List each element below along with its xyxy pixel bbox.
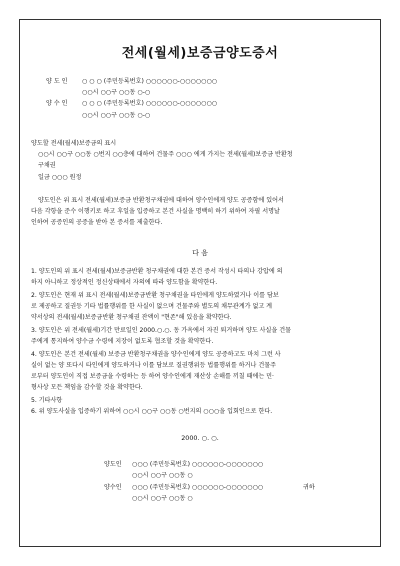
assignor-id-line: ○ ○ ○ (주민등록번호) ○○○○○○-○○○○○○○ <box>82 78 218 85</box>
item-line: 2. 양도인은 현재 위 표시 전세(월세)보증금반환 청구채권을 타인에게 양도하였거나 이를 담보 <box>31 292 279 299</box>
item-line: 3. 양도인은 위 전세(월세)기간 만료일인 2000.○.○. 동 가옥에서 자진 퇴거하며 양도 사실을 건물 <box>31 327 292 334</box>
claim-description-line-1: ○○시 ○○구 ○○동 ○번지 ○○층에 대하여 건물주 ○○○ 에게 가지는 전세(월세)보증금 반환청 <box>38 151 293 158</box>
assignee-id-line: ○ ○ ○ (주민등록번호) ○○○○○○-○○○○○○○ <box>82 100 218 107</box>
assignor-address: ○○시 ○○구 ○○동 ○-○ <box>82 89 151 96</box>
item-line: 4. 양도인은 본건 전세(월세) 보증금 반환청구채권을 양수인에게 양도 공증하고도 마치 그런 사 <box>31 351 281 358</box>
item-line: 약서상의 전세(월세)보증금반환 청구채권 잔액이 "현존"해 있음을 확약한다. <box>31 314 232 321</box>
assignee-label: 양 수 인 <box>46 100 68 107</box>
claim-description-line-2: 구채권 <box>38 162 56 169</box>
signature-addressee-suffix: 귀하 <box>303 484 315 491</box>
signature-assignor-id: ○○○ (주민등록번호) ○○○○○○-○○○○○○○ <box>132 461 264 468</box>
assignor-label: 양 도 인 <box>46 78 68 85</box>
item-line: 하지 아니하고 정상적인 정신상태에서 자의에 따라 양도함을 확약한다. <box>31 279 218 286</box>
item-line: 주에게 통지하여 양수금 수령에 지장이 없도록 협조할 것을 확약한다. <box>31 338 214 345</box>
item-line: 6. 위 양도사실을 입증하기 위하여 ○○시 ○○구 ○○동 ○번지의 ○○○을 입회인으로 한다. <box>31 408 273 415</box>
signature-assignee-address: ○○시 ○○구 ○○동 ○ <box>132 495 193 502</box>
intro-line-2: 다음 각항을 준수 이행키로 하고 후일을 입증하고 본건 사실을 명백히 하기 위하여 자필 서명날 <box>31 208 280 215</box>
item-line: 1. 양도인의 위 표시 전세(월세)보증금반환 청구채권에 대한 본건 증서 작성시 타의나 강압에 의 <box>31 268 283 275</box>
item-line: 로부터 양도인이 직접 보증금을 수령하는 등 하여 양수인에게 재산상 손해를 끼칠 때에는 민· <box>31 373 274 380</box>
assignee-address: ○○시 ○○구 ○○동 ○-○ <box>82 112 151 119</box>
claim-amount: 일금 ○○○ 원정 <box>38 174 82 181</box>
document-title: 전세(월세)보증금양도증서 <box>121 46 279 61</box>
signature-assignor-address: ○○시 ○○구 ○○동 ○ <box>132 472 193 479</box>
item-line: 로 제공하고 질권등 기타 법률행위를 한 사실이 없으며 건물주와 별도의 채무관계가 없고 계 <box>31 303 273 310</box>
intro-line-3: 인하여 공증인의 공증을 받아 본 증서를 제출한다. <box>31 219 163 226</box>
document-date: 2000. ○. ○. <box>181 434 219 442</box>
intro-line-1: 양도인은 위 표시 전세(월세)보증금 반환청구채권에 대하여 양수인에게 양도 공증함에 있어서 <box>38 197 284 204</box>
signature-assignee-id: ○○○ (주민등록번호) ○○○○○○-○○○○○○○ <box>132 484 264 491</box>
signature-assignee-label: 양수인 <box>104 484 122 491</box>
item-line: 5. 기타사항 <box>31 397 63 404</box>
item-line: 형사상 모든 책임을 감수할 것을 확약한다. <box>31 384 143 391</box>
item-line: 실이 없는 양 또다시 타인에게 양도하거나 이를 담보로 질권행위등 법률행위를 하거나 건물주 <box>31 362 276 369</box>
signature-assignor-label: 양도인 <box>104 461 122 468</box>
section-heading-dagm: 다 음 <box>192 249 208 257</box>
claim-heading: 양도할 전세(월세)보증금의 표시 <box>31 140 117 147</box>
